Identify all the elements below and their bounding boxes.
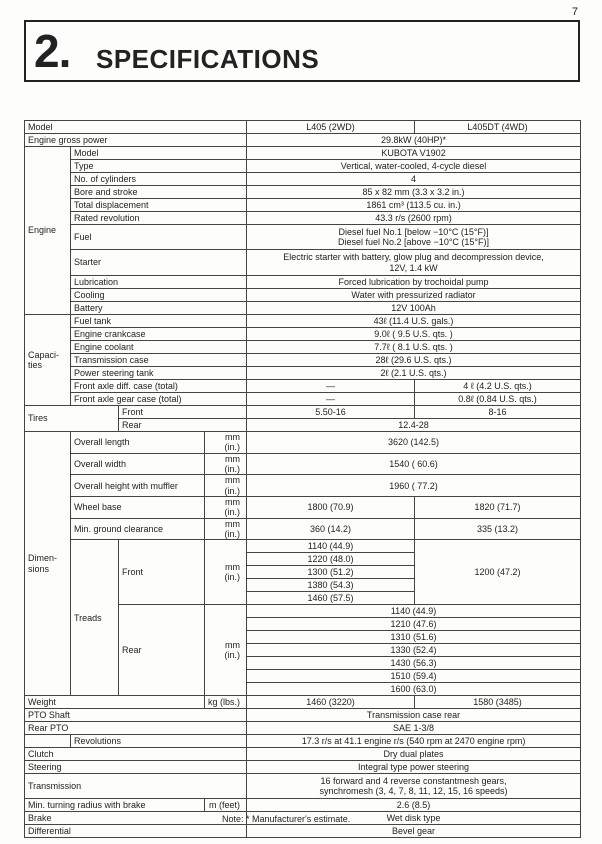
row-value: Bevel gear (247, 825, 581, 838)
starter-line-2: 12V, 1.4 kW (389, 262, 438, 273)
table-row (25, 475, 581, 497)
row-value: KUBOTA V1902 (247, 147, 581, 160)
tread-front-l405dt: 1200 (47.2) (415, 540, 581, 605)
row-label: Cooling (71, 289, 247, 302)
table-row (25, 722, 581, 735)
table-row (25, 432, 581, 454)
row-value: 1861 cm³ (113.5 cu. in.) (247, 199, 581, 212)
row-label: Revolutions (71, 735, 247, 748)
table-row (25, 735, 581, 748)
unit-label: mm (in.) (205, 475, 247, 497)
row-value: 29.8kW (40HP)* (247, 134, 581, 147)
table-row (25, 147, 581, 160)
table-row (25, 518, 581, 540)
table-row (25, 774, 581, 799)
row-label: Steering (25, 761, 247, 774)
row-value: 1540 ( 60.6) (247, 453, 581, 475)
section-number: 2. (34, 25, 71, 77)
l405dt-value: 0.8ℓ (0.84 U.S. qts.) (415, 393, 581, 406)
row-label: Fuel (71, 225, 247, 250)
row-label: Engine crankcase (71, 328, 247, 341)
tread-rear-value: 1140 (44.9) (247, 605, 581, 618)
table-row (25, 497, 581, 519)
table-row (25, 341, 581, 354)
tread-front-l405: 1220 (48.0) (247, 553, 415, 566)
row-label: Total displacement (71, 199, 247, 212)
row-label: Front axle gear case (total) (71, 393, 247, 406)
row-value: Integral type power steering (247, 761, 581, 774)
l405dt-value: 335 (13.2) (415, 518, 581, 540)
row-label: Rear PTO (25, 722, 247, 735)
row-label: Transmission (25, 774, 247, 799)
row-label: Overall width (71, 453, 205, 475)
tread-rear-value: 1510 (59.4) (247, 670, 581, 683)
fuel-line-2: Diesel fuel No.2 [above −10°C (15°F)] (338, 237, 490, 247)
row-label: Starter (71, 250, 247, 276)
row-value: 3620 (142.5) (247, 432, 581, 454)
l405dt-value: 1820 (71.7) (415, 497, 581, 519)
footnote: Note: * Manufacturer's estimate. (222, 814, 351, 824)
l405dt-value: 1580 (3485) (415, 696, 581, 709)
model-header-label: Model (25, 121, 247, 134)
row-label: Bore and stroke (71, 186, 247, 199)
row-value: 17.3 r/s at 41.1 engine r/s (540 rpm at 2470 engine rpm) (247, 735, 581, 748)
table-row (25, 289, 581, 302)
tread-rear-value: 1310 (51.6) (247, 631, 581, 644)
row-value: 9.0ℓ ( 9.5 U.S. qts. ) (247, 328, 581, 341)
row-value: Transmission case rear (247, 709, 581, 722)
row-label: Overall length (71, 432, 205, 454)
row-value: Vertical, water-cooled, 4-cycle diesel (247, 160, 581, 173)
table-row (25, 186, 581, 199)
tread-rear-value: 1330 (52.4) (247, 644, 581, 657)
table-row (25, 315, 581, 328)
table-row (25, 134, 581, 147)
row-label: Rear (119, 419, 247, 432)
tread-front-l405: 1460 (57.5) (247, 592, 415, 605)
tread-rear-value: 1600 (63.0) (247, 683, 581, 696)
page-number: 7 (571, 6, 578, 18)
row-value (247, 774, 581, 799)
row-value: Forced lubrication by trochoidal pump (247, 276, 581, 289)
row-label: Engine coolant (71, 341, 247, 354)
table-row (25, 276, 581, 289)
l405dt-value: 4 ℓ (4.2 U.S. qts.) (415, 380, 581, 393)
transmission-line-2: synchromesh (3, 4, 7, 8, 11, 12, 15, 16 speeds) (319, 786, 508, 797)
l405-value: 1800 (70.9) (247, 497, 415, 519)
row-label: PTO Shaft (25, 709, 247, 722)
row-value: SAE 1-3/8 (247, 722, 581, 735)
treads-rear-label: Rear (119, 605, 205, 696)
table-row (25, 225, 581, 250)
tread-front-l405: 1140 (44.9) (247, 540, 415, 553)
section-title: SPECIFICATIONS (96, 44, 320, 74)
row-label: Front (119, 406, 247, 419)
row-label: Power steering tank (71, 367, 247, 380)
row-value (247, 250, 581, 276)
l405-value: — (247, 393, 415, 406)
table-row (25, 212, 581, 225)
row-label: Rated revolution (71, 212, 247, 225)
row-label: Transmission case (71, 354, 247, 367)
group-label-tires: Tires (25, 406, 119, 432)
table-row (25, 199, 581, 212)
unit-label: mm (in.) (205, 540, 247, 605)
row-value: 2ℓ (2.1 U.S. qts.) (247, 367, 581, 380)
row-value: 43ℓ (11.4 U.S. gals.) (247, 315, 581, 328)
row-label: Engine gross power (25, 134, 247, 147)
row-value: 85 x 82 mm (3.3 x 3.2 in.) (247, 186, 581, 199)
l405-value: — (247, 380, 415, 393)
row-value: Dry dual plates (247, 748, 581, 761)
l405-value: 5.50-16 (247, 406, 415, 419)
row-label: Brake (25, 812, 247, 825)
row-value: Water with pressurized radiator (247, 289, 581, 302)
table-row (25, 393, 581, 406)
row-label: Front axle diff. case (total) (71, 380, 247, 393)
row-label: Overall height with muffler (71, 475, 205, 497)
treads-front-label: Front (119, 540, 205, 605)
row-label: Differential (25, 825, 247, 838)
table-row (25, 250, 581, 276)
transmission-line-1: 16 forward and 4 reverse constantmesh gears, (320, 776, 507, 787)
row-value: Wet disk type (247, 812, 581, 825)
unit-label: kg (lbs.) (205, 696, 247, 709)
l405dt-header: L405DT (4WD) (415, 121, 581, 134)
starter-line-1: Electric starter with battery, glow plug and decompression device, (283, 252, 544, 263)
row-label: Lubrication (71, 276, 247, 289)
unit-label: mm (in.) (205, 605, 247, 696)
table-row (25, 354, 581, 367)
specifications-table (24, 120, 581, 838)
table-row (25, 761, 581, 774)
row-value: 12.4-28 (247, 419, 581, 432)
unit-label: mm (in.) (205, 497, 247, 519)
l405dt-value: 8-16 (415, 406, 581, 419)
row-label: Clutch (25, 748, 247, 761)
group-label-capacities: Capaci-ties (25, 315, 71, 406)
fuel-line-1: Diesel fuel No.1 [below −10°C (15°F)] (338, 226, 489, 237)
row-label: Wheel base (71, 497, 205, 519)
tread-rear-value: 1210 (47.6) (247, 618, 581, 631)
table-row (25, 160, 581, 173)
row-label: No. of cylinders (71, 173, 247, 186)
unit-label: m (feet) (205, 799, 247, 812)
table-row (25, 121, 581, 134)
row-value: 12V 100Ah (247, 302, 581, 315)
table-row (25, 367, 581, 380)
table-row (25, 799, 581, 812)
row-value: 43.3 r/s (2600 rpm) (247, 212, 581, 225)
table-row (25, 453, 581, 475)
table-row (25, 709, 581, 722)
row-value: 2.6 (8.5) (247, 799, 581, 812)
l405-value: 1460 (3220) (247, 696, 415, 709)
table-row (25, 825, 581, 838)
table-row (25, 173, 581, 186)
row-value: 1960 ( 77.2) (247, 475, 581, 497)
row-label: Min. turning radius with brake (25, 799, 205, 812)
table-row (25, 302, 581, 315)
group-label-dimensions: Dimen-sions (25, 432, 71, 696)
table-row (25, 696, 581, 709)
group-label-engine: Engine (25, 147, 71, 315)
row-label: Fuel tank (71, 315, 247, 328)
unit-label: mm (in.) (205, 518, 247, 540)
row-value: 28ℓ (29.6 U.S. qts.) (247, 354, 581, 367)
row-label: Weight (25, 696, 205, 709)
l405-value: 360 (14.2) (247, 518, 415, 540)
tread-front-l405: 1300 (51.2) (247, 566, 415, 579)
row-label: Type (71, 160, 247, 173)
row-label: Min. ground clearance (71, 518, 205, 540)
table-row (25, 406, 581, 419)
table-row (25, 540, 581, 553)
blank-cell (25, 735, 71, 748)
table-row (25, 748, 581, 761)
row-label: Model (71, 147, 247, 160)
row-value: 4 (247, 173, 581, 186)
tread-rear-value: 1430 (56.3) (247, 657, 581, 670)
unit-label: mm (in.) (205, 432, 247, 454)
treads-label: Treads (71, 540, 119, 696)
l405-header: L405 (2WD) (247, 121, 415, 134)
tread-front-l405: 1380 (54.3) (247, 579, 415, 592)
section-title-box (24, 20, 580, 82)
table-row (25, 328, 581, 341)
row-label: Battery (71, 302, 247, 315)
row-value: 7.7ℓ ( 8.1 U.S. qts. ) (247, 341, 581, 354)
row-value (247, 225, 581, 250)
unit-label: mm (in.) (205, 453, 247, 475)
table-row (25, 380, 581, 393)
